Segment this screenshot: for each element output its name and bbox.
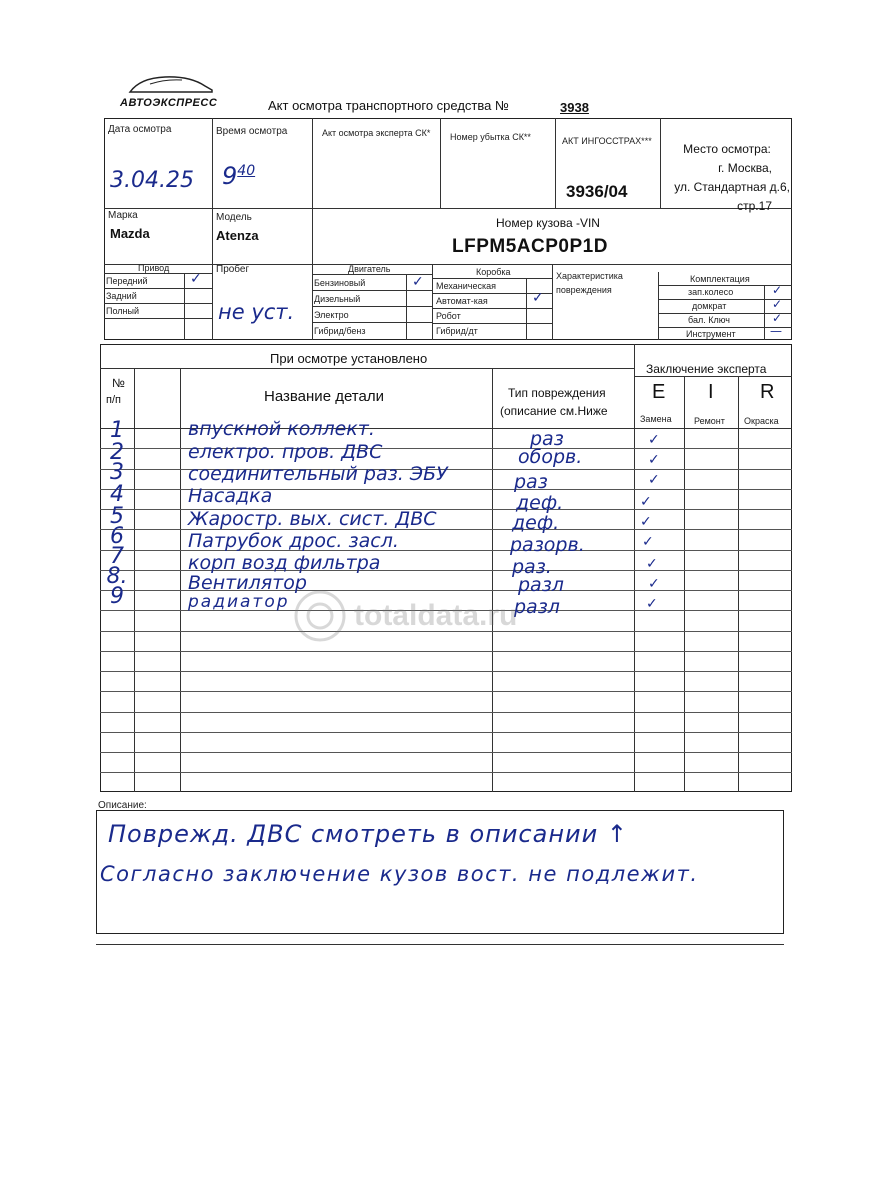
drive-full: Полный: [106, 306, 139, 316]
check-mark-icon: ✓: [648, 452, 660, 468]
row-9-damage: разл: [514, 596, 560, 618]
equipment-tools: Инструмент: [686, 329, 736, 339]
place-label: Место осмотра:: [683, 142, 771, 156]
check-mark-icon: ✓: [532, 290, 544, 306]
damage-char-label-2: повреждения: [556, 285, 612, 295]
row-5-part: Жаростр. вых. сист. ДВС: [188, 508, 437, 530]
description-line-1: Поврежд. ДВС смотреть в описании ↑: [108, 820, 628, 848]
car-logo-icon: [120, 72, 220, 96]
table-row-line: [100, 691, 792, 692]
row-1-damage: раз: [530, 428, 564, 450]
place-line-3: стр.17: [737, 199, 772, 213]
page-title: [268, 98, 509, 113]
row-1-part: впускной коллект.: [188, 418, 375, 440]
table-row-line: [100, 752, 792, 753]
row-1-number: 1: [110, 418, 124, 443]
table-row-line: [100, 772, 792, 773]
check-mark-icon: ✓: [412, 274, 424, 290]
place-block: [664, 140, 790, 216]
row-2-part: електро. пров. ДВС: [188, 441, 383, 463]
gearbox-auto: Автомат-кая: [436, 296, 488, 306]
watermark: [292, 588, 517, 644]
row-5-number: 5: [110, 504, 124, 529]
damage-type-label-2: (описание см.Ниже: [500, 404, 608, 418]
row-8-number: 8.: [106, 564, 128, 589]
model-label: Модель: [216, 212, 252, 223]
equipment-label: Комплектация: [690, 274, 750, 284]
row-6-damage: разорв.: [510, 534, 585, 556]
check-mark-icon: ✓: [642, 534, 654, 550]
row-7-number: 7: [110, 544, 124, 569]
vin-value: LFPM5ACP0P1D: [452, 236, 608, 257]
engine-electric: Электро: [314, 310, 349, 320]
gearbox-label: Коробка: [476, 267, 511, 277]
row-8-part: Вентилятор: [188, 572, 307, 594]
ingos-label: АКТ ИНГОССТРАХ***: [562, 136, 652, 146]
col-e-label: E: [652, 381, 666, 403]
engine-petrol: Бензиновый: [314, 278, 366, 288]
expert-act-label: Акт осмотра эксперта СК*: [322, 128, 431, 138]
row-4-number: 4: [110, 482, 124, 507]
no-label-2: п/п: [106, 394, 121, 406]
equipment-spare-wheel: зап.колесо: [688, 287, 734, 297]
row-2-number: 2: [110, 440, 124, 465]
table-row-line: [100, 712, 792, 713]
model-value: Atenza: [216, 228, 259, 243]
watermark-logo-icon: [292, 588, 348, 644]
check-mark-icon: ✓: [190, 271, 202, 287]
col-r-label: R: [760, 381, 775, 403]
row-8-damage: разл: [518, 574, 564, 596]
row-6-number: 6: [110, 524, 124, 549]
bottom-divider: [96, 944, 784, 945]
part-name-label: Название детали: [264, 388, 384, 405]
make-label: Марка: [108, 210, 138, 221]
findings-title: При осмотре установлено: [270, 351, 428, 366]
row-3-damage: раз: [514, 471, 548, 493]
logo-text: АВТОЭКСПРЕСС: [120, 97, 218, 109]
row-4-damage: деф.: [516, 492, 564, 514]
ingos-value: 3936/04: [566, 182, 628, 201]
drive-rear: Задний: [106, 291, 137, 301]
logo: [120, 72, 220, 110]
dash-mark-icon: —: [770, 324, 782, 338]
check-mark-icon: ✓: [772, 311, 783, 325]
engine-diesel: Дизельный: [314, 294, 361, 304]
row-7-damage: раз.: [512, 556, 552, 578]
damage-type-label-1: Тип повреждения: [508, 386, 606, 400]
place-line-1: г. Москва,: [718, 161, 772, 175]
act-number: 3938: [560, 100, 589, 115]
gearbox-robot: Робот: [436, 311, 461, 321]
loss-number-label: Номер убытка СК**: [450, 132, 531, 142]
gearbox-manual: Механическая: [436, 281, 497, 291]
description-label: Описание:: [98, 800, 147, 811]
date-label: Дата осмотра: [108, 124, 172, 135]
table-row-line: [100, 671, 792, 672]
engine-label: Двигатель: [348, 264, 391, 274]
table-row-line: [100, 732, 792, 733]
gearbox-hybrid: Гибрид/дт: [436, 326, 478, 336]
no-label-1: №: [112, 376, 125, 390]
row-9-part: радиатор: [188, 592, 290, 612]
engine-hybrid: Гибрид/бенз: [314, 326, 366, 336]
date-value: 3.04.25: [110, 168, 194, 193]
row-6-part: Патрубок дрос. засл.: [188, 530, 399, 552]
col-r-sublabel: Окраска: [744, 416, 779, 426]
row-7-part: корп возд фильтра: [188, 552, 381, 574]
row-4-part: Насадка: [188, 485, 273, 507]
check-mark-icon: ✓: [648, 472, 660, 488]
row-5-damage: деф.: [512, 512, 560, 534]
equipment-jack: домкрат: [692, 301, 727, 311]
title-text: Акт осмотра транспортного средства №: [268, 98, 509, 113]
time-hours: 9: [222, 162, 238, 190]
drive-front: Передний: [106, 276, 148, 286]
row-3-number: 3: [110, 460, 124, 485]
row-2-damage: оборв.: [518, 446, 583, 468]
col-i-sublabel: Ремонт: [694, 416, 725, 426]
vin-label: Номер кузова -VIN: [496, 216, 600, 230]
check-mark-icon: ✓: [648, 432, 660, 448]
check-mark-icon: ✓: [772, 283, 783, 297]
check-mark-icon: ✓: [640, 494, 652, 510]
watermark-text: totaldata.ru: [354, 599, 518, 632]
check-mark-icon: ✓: [648, 576, 660, 592]
drive-label: Привод: [138, 263, 170, 273]
time-minutes: 40: [237, 163, 256, 179]
time-value: [222, 162, 255, 190]
row-9-number: 9: [110, 584, 124, 609]
description-line-2: Согласно заключение кузов вост. не подлежит.: [100, 862, 699, 886]
mileage-value: не уст.: [218, 300, 295, 324]
time-label: Время осмотра: [216, 126, 288, 137]
place-line-2: ул. Стандартная д.6,: [674, 180, 790, 194]
col-i-label: I: [708, 381, 714, 403]
check-mark-icon: ✓: [772, 297, 783, 311]
check-mark-icon: ✓: [646, 596, 658, 612]
equipment-wheel-key: бал. Ключ: [688, 315, 730, 325]
check-mark-icon: ✓: [646, 556, 658, 572]
make-value: Mazda: [110, 226, 150, 241]
check-mark-icon: ✓: [640, 514, 652, 530]
row-3-part: соединительный раз. ЭБУ: [188, 463, 448, 485]
col-e-sublabel: Замена: [640, 414, 672, 424]
damage-char-label-1: Характеристика: [556, 271, 623, 281]
table-row-line: [100, 651, 792, 652]
mileage-label: Пробег: [216, 264, 250, 275]
conclusion-label: Заключение эксперта: [646, 362, 767, 376]
